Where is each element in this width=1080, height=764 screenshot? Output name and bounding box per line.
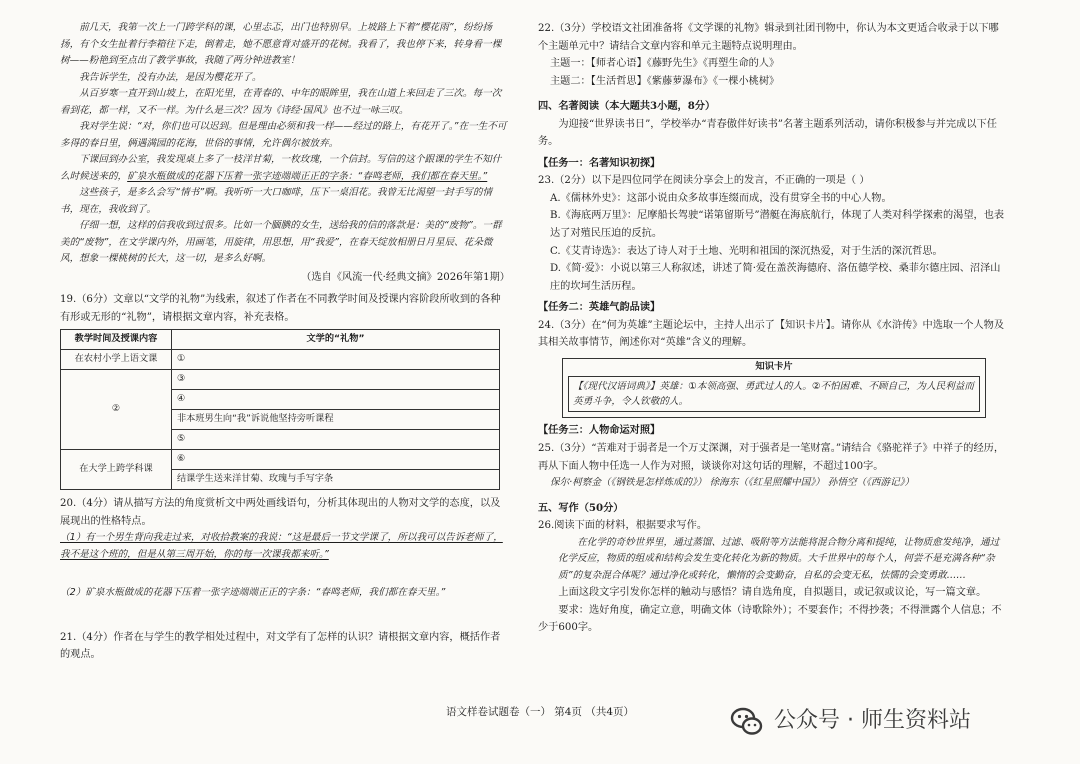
section-5-title: 五、写作（50分） xyxy=(538,501,624,514)
task-1-title: 【任务一：名著知识初探】 xyxy=(538,156,661,169)
table-cell: 结课学生送来洋甘菊、玫瑰与手写字条 xyxy=(172,470,500,490)
passage-paragraph: 仔细一想，这样的信我收到过很多。比如一个腼腆的女生，送给我的信的落款是：美的“废物”。一群美的“废物”，在文学课内外，用画笔，用旋律，用思想，用“我爱”，在春天绽放相册日月星辰、花朵微风，想象一棵桃树的长大，这一切，是多么好啊。 xyxy=(60,220,502,264)
passage-paragraph: 前几天，我第一次上一门跨学科的课，心里忐忑，出门也特别早。上坡路上下着“樱花雨”，纷纷扬扬，有个女生扯着行李箱往下走，倒着走，她不愿意背对盛开的花树。我看了，我也停下来，转身看一棵树——粉艳到至点出了教学事故，我随了两分钟进教室！ xyxy=(60,22,502,66)
question-21: 21.（4分）作者在与学生的教学相处过程中，对文学有了怎样的认识？请根据文章内容，概括作者的观点。 xyxy=(60,631,501,661)
task-3-title: 【任务三：人物命运对照】 xyxy=(538,424,661,437)
option-c: C.《艾青诗选》：表达了诗人对于土地、光明和祖国的深沉热爱，对于生活的深沉哲思。 xyxy=(550,245,943,257)
theme-option-2: 主题二：【生活哲思】《紫藤萝瀑布》《一棵小桃树》 xyxy=(550,75,780,87)
table-header: 教学时间及授课内容 xyxy=(61,330,172,350)
passage-text: 下课回到办公室，我发现桌上多了一枝洋甘菊，一枚玫瑰，一个信封。写信的这个跟课的学生不知什么时候送来的， xyxy=(60,154,502,182)
question-20: 20.（4分）请从描写方法的角度赏析文中两处画线语句，分析其体现出的人物对文学的态度，以及展现出的性格特点。 xyxy=(60,498,501,527)
answer-space[interactable] xyxy=(60,563,510,585)
question-19: 19.（6分）文章以“文学的礼物”为线索，叙述了作者在不同教学时间及授课内容阶段所收到的各种有形或无形的“礼物”，请根据文章内容，补充表格。 xyxy=(60,294,501,323)
passage-paragraph: 我告诉学生，没有办法，是因为樱花开了。 xyxy=(79,71,262,83)
passage-paragraph: 从百岁寒一直开到山坡上，在阳光里，在青春的、中年的眼眸里，我在山道上来回走了三次。每一次看到花，都一样，又不一样。为什么是三次？因为《诗经·国风》也不过一咏三叹。 xyxy=(60,88,502,116)
question-22: 22.（3分）学校语文社团准备将《文学课的礼物》辑录到社团刊物中，你认为本文更适合收录于以下哪个主题单元中？请结合文章内容和单元主题特点说明理由。 xyxy=(538,23,999,52)
passage-paragraph: 我对学生说：“对，你们也可以迟到。但是理由必须和我一样——经过的路上，有花开了。”在一生不可多得的春日里，俩遇满园的花海，世俗的事情，允许偶尔被放弃。 xyxy=(60,121,507,149)
people-list: 保尔·柯察金（《钢铁是怎样炼成的》） 徐海东（《红星照耀中国》） 孙悟空（《西游记》） xyxy=(550,477,915,489)
passage-paragraph xyxy=(60,152,510,185)
knowledge-card-title: 知识卡片 xyxy=(755,360,793,372)
table-cell[interactable]: ⑤ xyxy=(172,430,500,450)
question-20-sentence-2: （2）矿泉水瓶做成的花器下压着一张字迹端端正正的字条：“春鸣老师，我们都在春天里。” xyxy=(60,587,446,599)
passage-paragraph: 这些孩子，是多么会写“情书”啊。我听听一大口咖啡，压下一桌泪花。我曾无比渴望一封手写的情书，现在，我收到了。 xyxy=(60,187,493,215)
writing-material: 在化学的奇妙世界里，通过蒸馏、过滤、吸附等方法能将混合物分离和提纯，让物质愈发纯净，通过化学反应，物质的组成和结构会发生变化转化为新的物质。大千世界中的每个人，何尝不是充满各种“杂质”的复杂混合体呢？通过净化或转化，懒惰的会变勤奋，自私的会变无私，怯懦的会变勇敢…… xyxy=(558,536,1000,581)
writing-requirements: 要求：选好角度，确定立意，明确文体（诗歌除外）；不要套作；不得抄袭；不得泄露个人信息；不少于600字。 xyxy=(538,604,1002,634)
section-4-title: 四、名著阅读（本大题共3小题，8分） xyxy=(538,100,716,113)
option-b: B.《海底两万里》：尼摩船长驾驶“诺第留斯号”潜艇在海底航行，体现了人类对科学探索的渴望，也表达了对殖民压迫的反抗。 xyxy=(550,210,1005,240)
writing-prompt: 上面这段文字引发你怎样的触动与感悟？请自选角度，自拟题目，或记叙或议论，写一篇文章。 xyxy=(558,587,987,599)
right-column xyxy=(538,20,1008,637)
table-row xyxy=(61,450,500,470)
option-d: D.《简·爱》：小说以第三人称叙述，讲述了简·爱在盖茨海德府、洛伍德学校、桑菲尔德庄园、沼泽山庄的坎坷生活历程。 xyxy=(550,263,1001,292)
question-20-sentence-1: （1）有一个男生背向我走过来，对收拾教案的我说：“这是最后一节文学课了，所以我可以告诉老师了，我不是这个班的，但是从第三周开始，你的每一次课我都来听。” xyxy=(60,532,503,560)
knowledge-card xyxy=(562,358,986,419)
theme-option-1: 主题一：【师者心语】《藤野先生》《再塑生命的人》 xyxy=(550,58,780,70)
table-header: 文学的“礼物” xyxy=(172,330,500,350)
table-cell[interactable]: ② xyxy=(61,370,172,450)
answer-space[interactable] xyxy=(60,602,510,624)
left-column xyxy=(60,20,510,664)
table-cell: 非本班男生向“我”诉说他坚持旁听课程 xyxy=(172,410,500,430)
question-25: 25.（3分）“苦难对于弱者是一个万丈深渊，对于强者是一笔财富。”请结合《骆驼祥子》中祥子的经历，再从下面人物中任选一人作为对照，谈谈你对这句话的理解，不超过100字。 xyxy=(538,442,1005,472)
option-a: A.《儒林外史》：这部小说由众多故事连缀而成，没有贯穿全书的中心人物。 xyxy=(550,192,892,204)
underlined-sentence: 矿泉水瓶做成的花器下压着一张字迹端端正正的字条：“春鸣老师，我们都在春天里。” xyxy=(127,170,488,182)
table-cell[interactable]: ① xyxy=(172,350,500,370)
task-2-title: 【任务二：英雄气韵品读】 xyxy=(538,301,661,314)
table-cell[interactable]: ⑥ xyxy=(172,450,500,470)
question-23: 23.（2分）以下是四位同学在阅读分享会上的发言，不正确的一项是（ ） xyxy=(538,175,870,187)
table-cell[interactable]: ③ xyxy=(172,370,500,390)
table-cell: 在大学上跨学科课 xyxy=(61,450,172,490)
table-cell: 在农村小学上语文课 xyxy=(61,350,172,370)
table-row xyxy=(61,370,500,390)
table-row xyxy=(61,350,500,370)
question-24: 24.（3分）在“何为英雄”主题论坛中，主持人出示了【知识卡片】。请你从《水浒传》中选取一个人物及其相关故事情节，阐述你对“英雄”含义的理解。 xyxy=(538,319,1005,349)
wechat-icon xyxy=(730,704,764,738)
watermark xyxy=(730,702,971,740)
page-footer: 语文样卷试题卷（一） 第4页 （共4页） xyxy=(445,706,635,718)
table-header-row xyxy=(61,330,500,350)
section-4-intro: 为迎接“世界读书日”，学校举办“青春傲伴好读书”名著主题系列活动，请你积极参与并完成以下任务。 xyxy=(538,118,997,148)
table-cell[interactable]: ④ xyxy=(172,390,500,410)
watermark-text: 公众号 · 师生资料站 xyxy=(774,708,971,733)
knowledge-card-body: 【《现代汉语词典》】英雄：①本领高强、勇武过人的人。②不怕困难、不顾自己，为人民利益而英勇斗争，令人钦敬的人。 xyxy=(568,376,980,413)
gift-table xyxy=(60,329,500,490)
passage-source: （选自《风流一代·经典文摘》2026年第1期） xyxy=(301,271,510,283)
question-26: 26.阅读下面的材料，根据要求写作。 xyxy=(538,520,708,532)
